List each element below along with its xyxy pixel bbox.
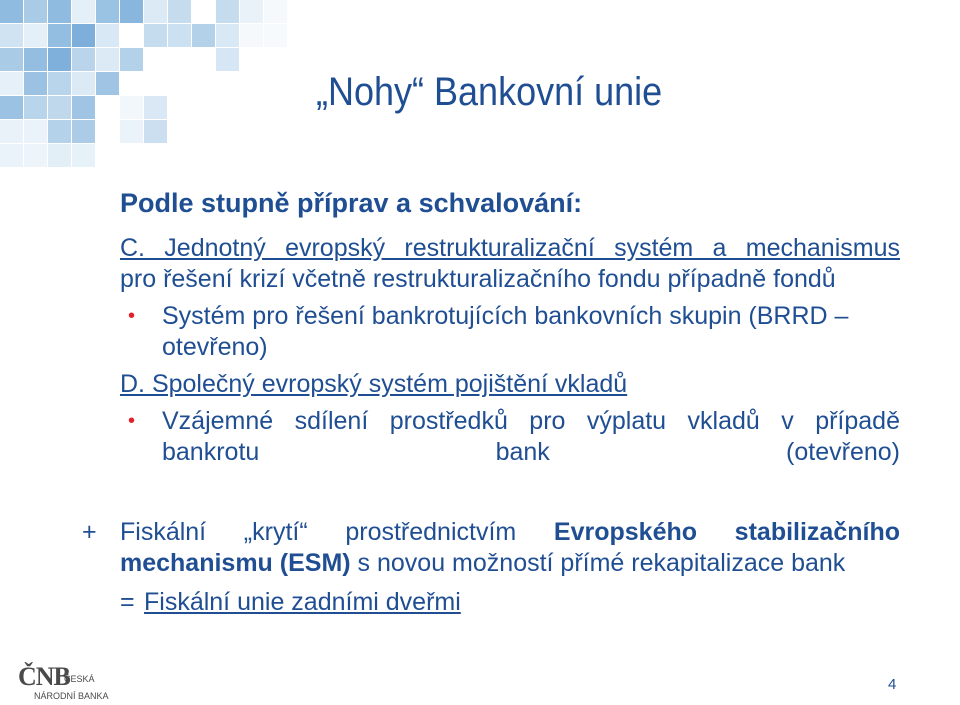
cnb-logo [18,662,122,702]
item-d [120,369,900,468]
mosaic-tile [48,48,71,71]
mosaic-tile [24,0,47,23]
mosaic-tile [168,0,191,23]
mosaic-tile [0,120,23,143]
equals-sign: = [120,588,135,616]
mosaic-tile [144,120,167,143]
bullet-icon: • [128,305,136,327]
mosaic-tile [24,24,47,47]
mosaic-tile [96,24,119,47]
mosaic-tile [48,24,71,47]
mosaic-tile [72,120,95,143]
mosaic-tile [120,96,143,119]
slide-title: „Nohy“ Bankovní unie [316,70,663,114]
mosaic-tile [96,72,119,95]
mosaic-tile [24,96,47,119]
mosaic-tile [216,24,239,47]
mosaic-tile [72,144,95,167]
cnb-logo-line1: ČESKÁ [64,674,95,684]
mosaic-tile [72,72,95,95]
slide-body [120,188,900,468]
mosaic-tile [24,120,47,143]
plus-line2 [120,548,900,579]
cnb-logo-mark: ČNB [18,662,70,691]
item-c [120,233,900,363]
mosaic-tile [216,0,239,23]
item-c-line2: pro řešení krizí včetně restrukturalizačního fondu případně fondů [120,265,836,293]
mosaic-tile [192,24,215,47]
cnb-logo-line2: NÁRODNÍ BANKA [34,691,109,701]
mosaic-tile [48,96,71,119]
mosaic-tile [120,0,143,23]
mosaic-tile [24,144,47,167]
mosaic-tile [240,24,263,47]
item-c-bullet-text: Systém pro řešení bankrotujících bankovních skupin (BRRD – otevřeno) [162,302,849,361]
mosaic-tile [72,48,95,71]
mosaic-tile [168,24,191,47]
plus-sign: + [82,518,97,546]
bullet-icon: • [128,410,136,432]
blue-mosaic-decoration [0,0,300,170]
mosaic-tile [48,144,71,167]
mosaic-tile [72,24,95,47]
mosaic-tile [240,0,263,23]
mosaic-tile [96,48,119,71]
plus-line1 [120,517,900,548]
mosaic-tile [72,0,95,23]
page-number: 4 [888,676,897,693]
mosaic-tile [0,24,23,47]
item-c-bullet [120,301,900,363]
mosaic-tile [24,48,47,71]
plus-item [82,517,900,579]
mosaic-tile [120,48,143,71]
mosaic-tile [48,72,71,95]
mosaic-tile [144,24,167,47]
mosaic-tile [216,48,239,71]
plus-text-part1: Fiskální „krytí“ prostřednictvím [120,518,554,546]
plus-text-part2: s novou možností přímé rekapitalizace bank [350,549,846,577]
mosaic-tile [0,0,23,23]
mosaic-tile [72,96,95,119]
mosaic-tile [120,120,143,143]
equals-text: Fiskální unie zadními dveřmi [144,588,461,616]
mosaic-tile [96,0,119,23]
mosaic-tile [0,72,23,95]
mosaic-tile [144,96,167,119]
mosaic-tile [24,72,47,95]
item-d-bullet-text: Vzájemné sdílení prostředků pro výplatu vkladů v případě bankrotu bank (otevřeno) [162,407,900,466]
plus-bold-part1: Evropského stabilizačního [553,518,900,546]
plus-bold-part2: mechanismu (ESM) [120,549,351,577]
mosaic-tile [0,144,23,167]
mosaic-tile [48,0,71,23]
mosaic-tile [264,24,287,47]
item-d-bullet [120,406,900,468]
mosaic-tile [0,96,23,119]
item-d-line: D. Společný evropský systém pojištění vkladů [120,370,628,398]
section-heading: Podle stupně příprav a schvalování: [120,188,583,218]
mosaic-tile [0,48,23,71]
item-c-line1: C. Jednotný evropský restrukturalizační systém a mechanismus [120,234,900,262]
conclusion-block [82,517,900,618]
mosaic-tile [48,120,71,143]
equals-item [82,587,900,618]
mosaic-tile [144,0,167,23]
mosaic-tile [264,0,287,23]
